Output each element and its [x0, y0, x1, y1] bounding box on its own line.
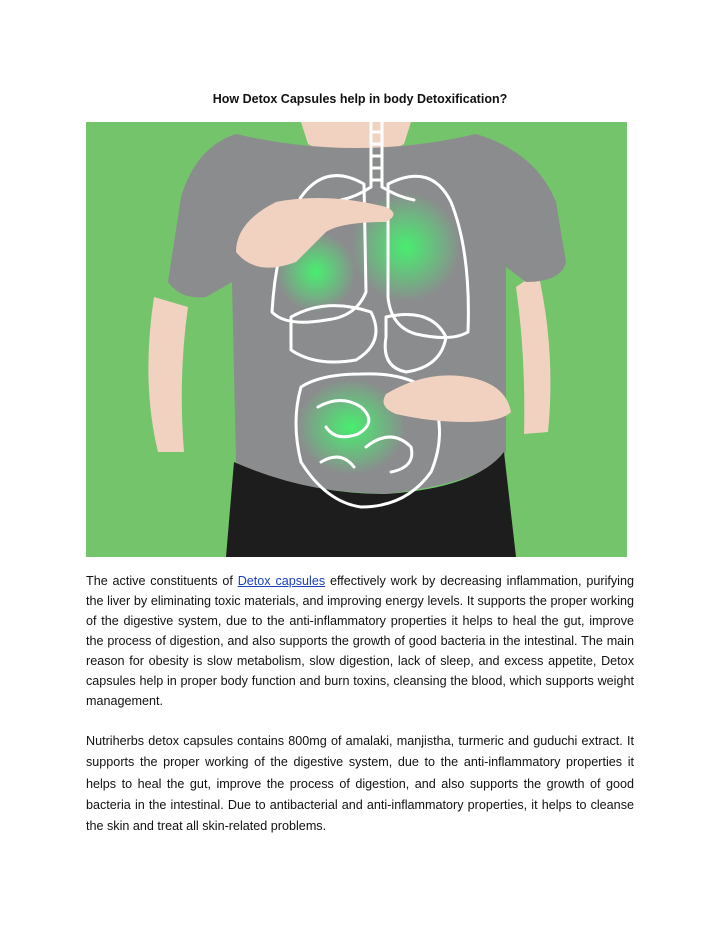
detox-capsules-link[interactable]: Detox capsules: [237, 574, 326, 588]
paragraph-1-intro: The active constituents of: [86, 574, 238, 588]
body-paragraph-2: Nutriherbs detox capsules contains 800mg of amalaki, manjistha, turmeric and guduchi extract. It supports the proper working of the digestive system, due to the anti-inflammatory properties it helps to heal the gut, improve the process of digestion, and also supports the growth of good bacteria in the intestinal. Due to antibacterial and anti-inflammatory properties, it helps to cleanse the skin and treat all skin-related problems.: [86, 734, 634, 834]
torso-organs-illustration-icon: [86, 122, 627, 557]
body-paragraph-1: [86, 571, 634, 711]
page-title: How Detox Capsules help in body Detoxification?: [212, 92, 508, 106]
paragraph-1-body: effectively work by decreasing inflammation, purifying the liver by eliminating toxic materials, and improving energy levels. It supports the proper working of the digestive system, due to the anti-inflammatory properties it helps to heal the gut, improve the process of digestion, and also supports the growth of good bacteria in the intestinal. The main reason for obesity is slow metabolism, slow digestion, lack of sleep, and excess appetite, Detox capsules help in proper body function and burn toxins, cleansing the blood, which supports weight management.: [86, 574, 634, 708]
hero-image: [86, 122, 627, 557]
